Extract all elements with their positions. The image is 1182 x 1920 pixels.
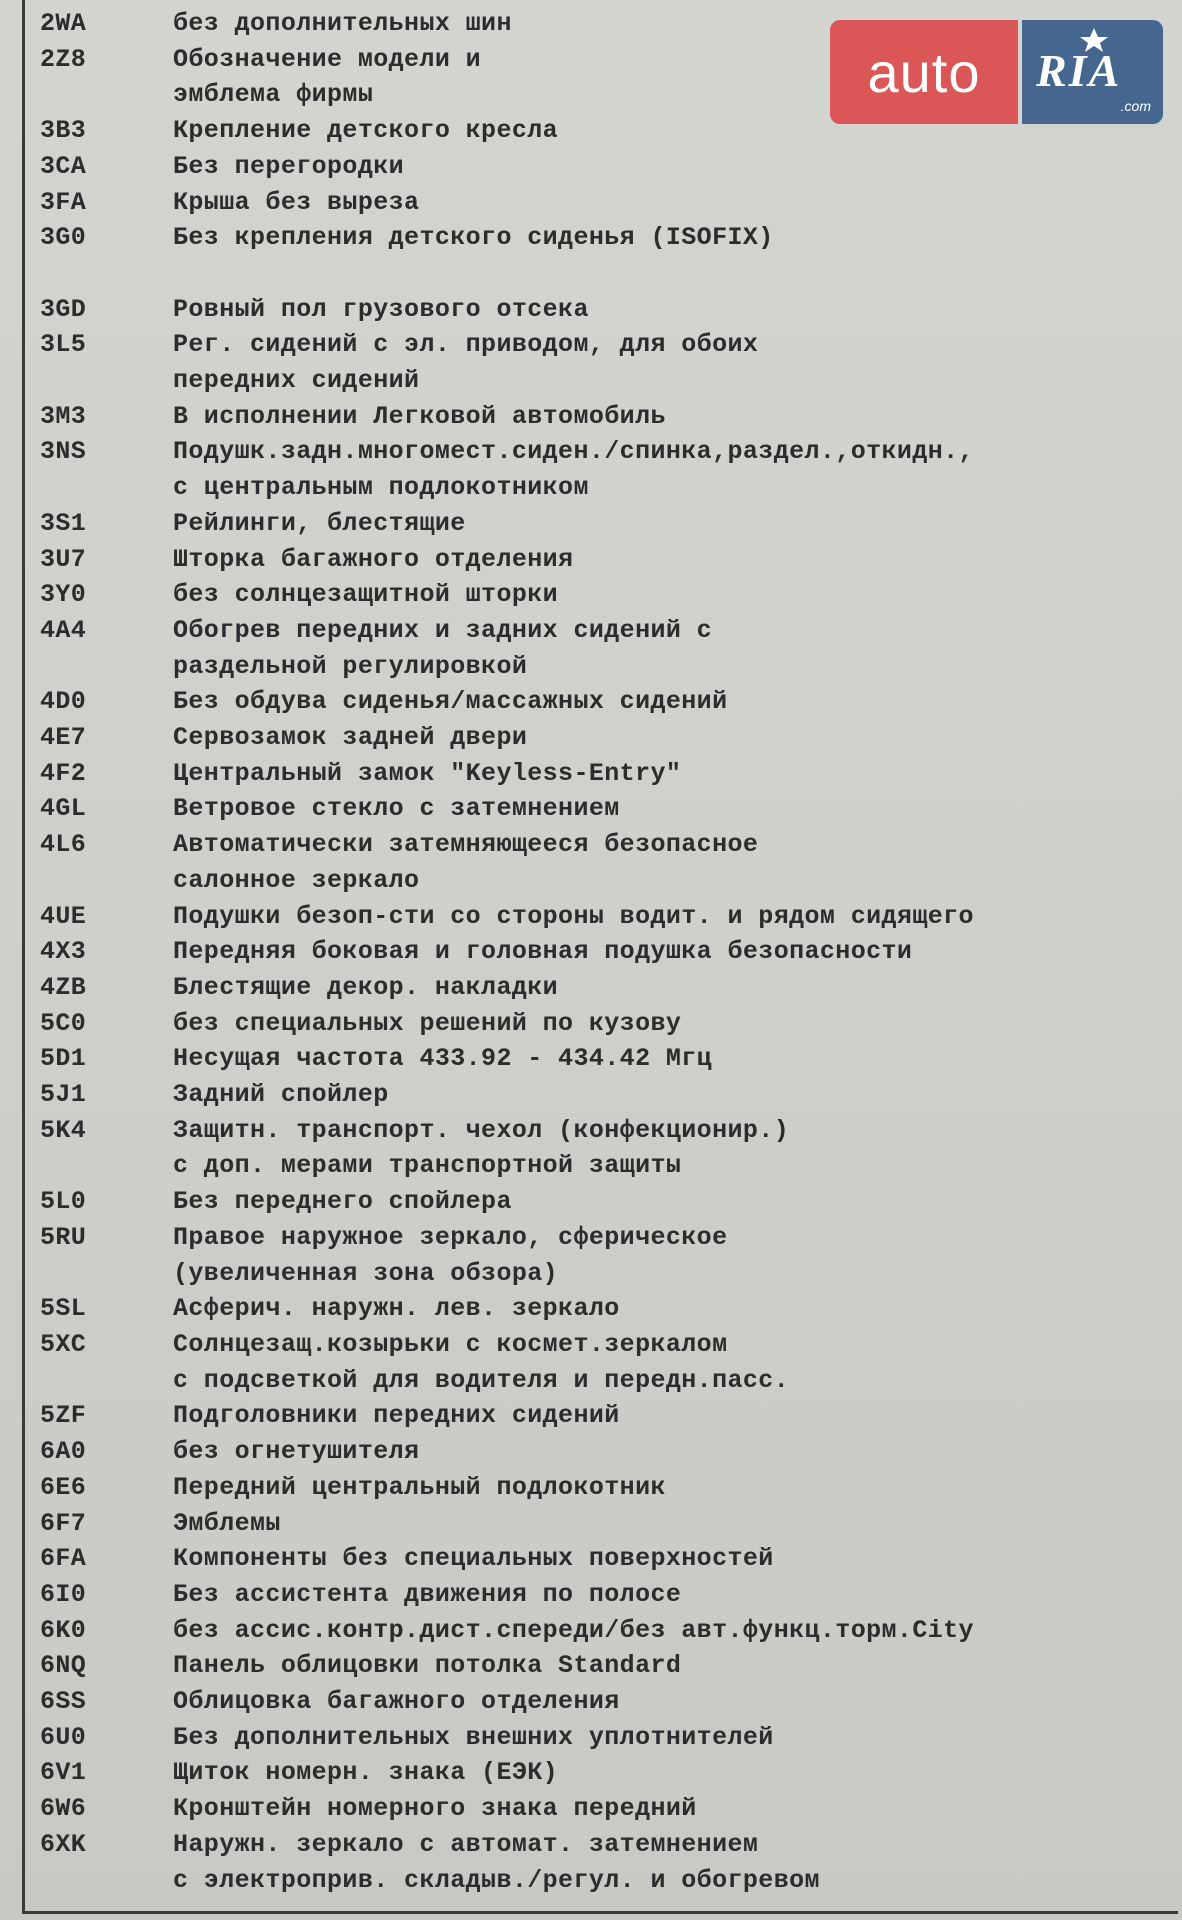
option-code: 4ZB [40, 972, 87, 1002]
description-line: Обогрев передних и задних сидений с [173, 615, 713, 645]
option-row [40, 827, 1170, 898]
description-line: Центральный замок "Keyless-Entry" [173, 758, 682, 788]
option-description [173, 434, 1170, 505]
option-code: 5C0 [40, 1008, 87, 1038]
option-code: 5K4 [40, 1115, 87, 1145]
description-line: без солнцезащитной шторки [173, 580, 559, 610]
option-row [40, 1684, 1170, 1720]
option-row [40, 1613, 1170, 1649]
option-code: 4D0 [40, 687, 87, 717]
option-row [40, 1720, 1170, 1756]
option-row [40, 1077, 1170, 1113]
option-description [173, 613, 1170, 684]
description-line: Рег. сидений с эл. приводом, для обоих [173, 330, 759, 360]
option-description [173, 1541, 1170, 1577]
option-row [40, 1184, 1170, 1220]
option-code: 6I0 [40, 1579, 87, 1609]
option-description [173, 1506, 1170, 1542]
option-description [173, 1184, 1170, 1220]
option-row [40, 292, 1170, 328]
description-line: без ассис.контр.дист.спереди/без авт.функц.торм.City [173, 1615, 974, 1645]
option-row [40, 1470, 1170, 1506]
option-description [173, 292, 1170, 328]
option-code: 5XC [40, 1330, 87, 1359]
option-description [173, 1827, 1170, 1898]
description-line: Облицовка багажного отделения [173, 1687, 620, 1717]
option-description [173, 1577, 1170, 1613]
option-code: 5L0 [40, 1187, 87, 1217]
option-row [40, 1791, 1170, 1827]
description-line: с подсветкой для водителя и передн.пасс. [173, 1365, 790, 1395]
option-code: 4A4 [40, 615, 87, 645]
option-description [173, 827, 1170, 898]
description-line: эмблема фирмы [173, 80, 374, 110]
option-row [40, 327, 1170, 398]
description-line: Рейлинги, блестящие [173, 508, 466, 538]
option-row [40, 1577, 1170, 1613]
option-row [40, 1327, 1170, 1398]
option-code: 5SL [40, 1294, 87, 1324]
option-row [40, 1827, 1170, 1898]
option-row [40, 899, 1170, 935]
option-code: 3NS [40, 437, 87, 467]
option-code: 4GL [40, 794, 87, 824]
description-line: Без ассистента движения по полосе [173, 1579, 682, 1609]
option-code: 3S1 [40, 508, 87, 538]
option-description [173, 1291, 1170, 1327]
description-line: без огнетушителя [173, 1437, 420, 1467]
option-description [173, 1041, 1170, 1077]
option-description [173, 1220, 1170, 1291]
option-row [40, 1755, 1170, 1791]
option-description [173, 720, 1170, 756]
option-row [40, 506, 1170, 542]
description-line: Ветровое стекло с затемнением [173, 794, 620, 824]
description-line: Подголовники передних сидений [173, 1401, 620, 1431]
description-line: Крыша без выреза [173, 187, 420, 217]
option-description [173, 1684, 1170, 1720]
description-line: с электроприв. складыв./регул. и обогревом [173, 1865, 820, 1895]
option-code: 6FA [40, 1544, 87, 1574]
description-line: без дополнительных шин [173, 9, 512, 38]
option-code: 6NQ [40, 1651, 87, 1681]
option-row [40, 577, 1170, 613]
description-line: Крепление детского кресла [173, 116, 559, 146]
option-description [173, 1434, 1170, 1470]
description-line: Ровный пол грузового отсека [173, 294, 589, 324]
option-code: 6A0 [40, 1437, 87, 1467]
description-line: Подушки безоп-сти со стороны водит. и рядом сидящего [173, 901, 974, 931]
description-line: Без переднего спойлера [173, 1187, 512, 1217]
description-line: Щиток номерн. знака (ЕЭК) [173, 1758, 559, 1788]
option-row [40, 1541, 1170, 1577]
description-line: Обозначение модели и [173, 44, 482, 74]
option-row [40, 613, 1170, 684]
description-line: Блестящие декор. накладки [173, 972, 559, 1002]
option-description [173, 577, 1170, 613]
option-row [40, 684, 1170, 720]
description-line: с доп. мерами транспортной защиты [173, 1151, 682, 1181]
option-row [40, 1041, 1170, 1077]
description-line: салонное зеркало [173, 865, 420, 895]
option-code: 4UE [40, 901, 87, 931]
option-code: 3U7 [40, 544, 87, 574]
option-description [173, 1720, 1170, 1756]
option-row [40, 399, 1170, 435]
description-line: Защитн. транспорт. чехол (конфекционир.) [173, 1115, 790, 1145]
description-line: Без обдува сиденья/массажных сидений [173, 687, 728, 717]
option-row [40, 1291, 1170, 1327]
description-line: Эмблемы [173, 1508, 281, 1538]
option-description [173, 1791, 1170, 1827]
option-code: 3Y0 [40, 580, 87, 610]
option-code: 5D1 [40, 1044, 87, 1074]
option-row [40, 1434, 1170, 1470]
option-description [173, 791, 1170, 827]
option-description [173, 1648, 1170, 1684]
description-line: без специальных решений по кузову [173, 1008, 682, 1038]
logo-auto-part: auto [830, 20, 1018, 124]
option-row [40, 1113, 1170, 1184]
option-description [173, 506, 1170, 542]
autoria-logo [830, 20, 1163, 124]
option-description [173, 684, 1170, 720]
blank-row [40, 256, 1170, 292]
description-line: раздельной регулировкой [173, 651, 528, 681]
option-description [173, 149, 1170, 185]
option-description [173, 899, 1170, 935]
option-description [173, 1613, 1170, 1649]
option-code: 3L5 [40, 330, 87, 360]
option-description [173, 1006, 1170, 1042]
option-description [173, 185, 1170, 221]
option-code: 3G0 [40, 223, 87, 253]
description-line: Шторка багажного отделения [173, 544, 574, 574]
option-row [40, 1220, 1170, 1291]
description-line: Панель облицовки потолка Standard [173, 1651, 682, 1681]
option-description [173, 1077, 1170, 1113]
option-code: 5ZF [40, 1401, 87, 1431]
description-line: Сервозамок задней двери [173, 723, 528, 753]
option-row [40, 791, 1170, 827]
option-code-list [40, 6, 1170, 1898]
option-row [40, 720, 1170, 756]
description-line: (увеличенная зона обзора) [173, 1258, 559, 1288]
description-line: Без крепления детского сиденья (ISOFIX) [173, 223, 774, 253]
option-row [40, 1648, 1170, 1684]
option-description [173, 756, 1170, 792]
option-description [173, 220, 1170, 256]
option-description [173, 1398, 1170, 1434]
option-code: 6SS [40, 1687, 87, 1717]
description-line: Без перегородки [173, 151, 405, 181]
option-code: 5RU [40, 1222, 87, 1252]
logo-com-text: .com [1120, 98, 1151, 114]
option-description [173, 970, 1170, 1006]
option-code: 6E6 [40, 1472, 87, 1502]
option-description [173, 1327, 1170, 1398]
logo-ria-text: RIA [1036, 45, 1122, 96]
option-code: 4F2 [40, 758, 87, 788]
option-row [40, 970, 1170, 1006]
option-description [173, 542, 1170, 578]
description-line: Кронштейн номерного знака передний [173, 1794, 697, 1824]
option-row [40, 1006, 1170, 1042]
option-row [40, 934, 1170, 970]
option-code: 2WA [40, 9, 87, 38]
description-line: Автоматически затемняющееся безопасное [173, 830, 759, 860]
option-description [173, 399, 1170, 435]
option-row [40, 185, 1170, 221]
option-code: 6K0 [40, 1615, 87, 1645]
description-line: Без дополнительных внешних уплотнителей [173, 1722, 774, 1752]
option-code: 3CA [40, 151, 87, 181]
option-code: 3M3 [40, 401, 87, 431]
option-row [40, 434, 1170, 505]
option-code: 4X3 [40, 937, 87, 967]
description-line: Солнцезащ.козырьки с космет.зеркалом [173, 1330, 728, 1359]
description-line: Асферич. наружн. лев. зеркало [173, 1294, 620, 1324]
option-row [40, 220, 1170, 256]
option-description [173, 934, 1170, 970]
option-code: 6U0 [40, 1722, 87, 1752]
option-code: 3FA [40, 187, 87, 217]
option-description [173, 1113, 1170, 1184]
option-code: 6W6 [40, 1794, 87, 1824]
description-line: Подушк.задн.многомест.сиден./спинка,раздел.,откидн., [173, 437, 974, 467]
option-description [173, 327, 1170, 398]
option-code: 2Z8 [40, 44, 87, 74]
logo-ria-part [1022, 20, 1163, 124]
description-line: Наружн. зеркало с автомат. затемнением [173, 1829, 759, 1859]
description-line: Передний центральный подлокотник [173, 1472, 666, 1502]
description-line: с центральным подлокотником [173, 473, 589, 503]
option-code: 3GD [40, 294, 87, 324]
option-row [40, 756, 1170, 792]
option-code: 4L6 [40, 830, 87, 860]
option-row [40, 1398, 1170, 1434]
option-code: 3B3 [40, 116, 87, 146]
option-code: 5J1 [40, 1080, 87, 1110]
description-line: Правое наружное зеркало, сферическое [173, 1222, 728, 1252]
option-description [173, 1755, 1170, 1791]
option-row [40, 542, 1170, 578]
option-row [40, 149, 1170, 185]
option-code: 4E7 [40, 723, 87, 753]
description-line: Компоненты без специальных поверхностей [173, 1544, 774, 1574]
description-line: В исполнении Легковой автомобиль [173, 401, 666, 431]
description-line: передних сидений [173, 366, 420, 396]
option-code: 6F7 [40, 1508, 87, 1538]
option-code: 6V1 [40, 1758, 87, 1788]
option-row [40, 1506, 1170, 1542]
description-line: Задний спойлер [173, 1080, 389, 1110]
option-code: 6XK [40, 1829, 87, 1859]
description-line: Передняя боковая и головная подушка безопасности [173, 937, 913, 967]
description-line: Несущая частота 433.92 - 434.42 Мгц [173, 1044, 713, 1074]
option-description [173, 1470, 1170, 1506]
